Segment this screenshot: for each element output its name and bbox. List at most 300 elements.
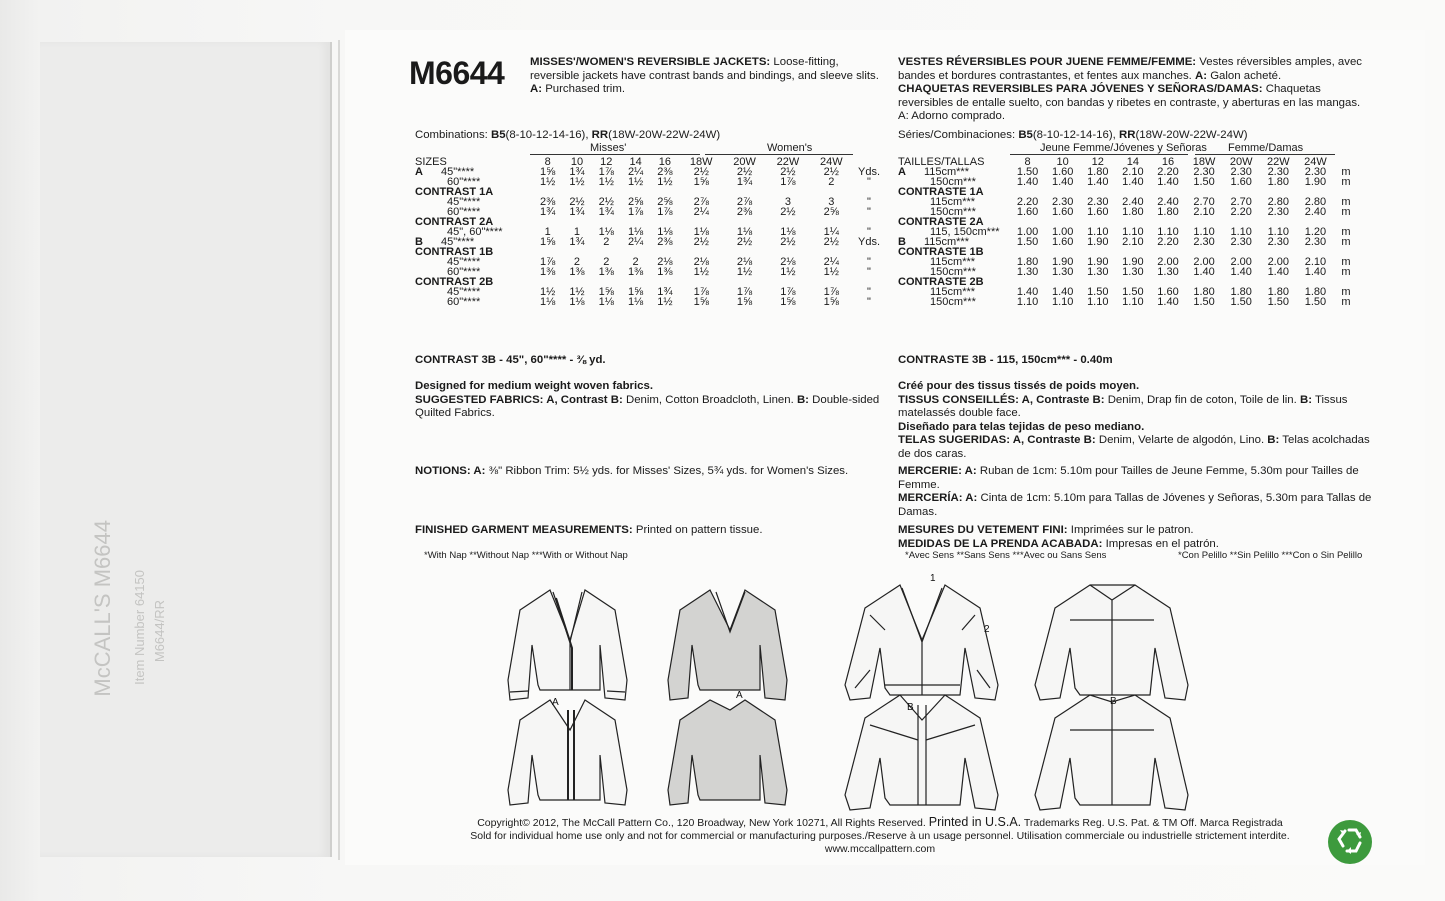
fr-unit: m [1341,206,1351,218]
en-desc-4: trim. [602,83,625,95]
en-unit: Yds. [857,166,880,178]
fr-unit: m [1341,296,1351,308]
fr-combo-b5: B5 [1018,129,1033,141]
en-unit: " [867,256,871,268]
fr-cell: 2.30 [1193,236,1215,248]
fr-row-width: 115cm*** [923,166,969,178]
en-cell: 2⅛ [780,256,796,268]
en-size-header: 24W [819,156,843,168]
fr-row-width: 150cm*** [930,176,976,188]
en-row-width: 45", 60"**** [447,226,503,238]
en-cell: 1½ [780,266,796,278]
en-cell: 2½ [823,166,839,178]
sketch-a-front-2 [508,700,627,805]
en-cell: 1¾ [598,206,614,218]
es-medidas-label: MEDIDAS DE LA PRENDA ACABADA: [898,537,1103,550]
en-cell: 2⅛ [657,256,673,268]
flap-brand: McCALL'S M6644 [90,520,115,697]
en-cell: 1⅝ [540,236,556,248]
en-row-view: CONTRAST 1A [415,186,494,198]
fr-cell: 1.80 [1304,286,1327,298]
en-cell: 1 [544,226,551,238]
fr-cell: 2.30 [1087,196,1109,208]
en-cell: 1½ [569,286,585,298]
en-cell: 1½ [823,266,839,278]
en-cell: 1¾ [540,206,556,218]
footer-trademarks: Trademarks Reg. U.S. Pat. & TM Off. Marca Registrada [1023,817,1283,829]
fr-cell: 1.40 [1051,176,1074,188]
en-cell: 1⅞ [540,256,556,268]
english-description [530,56,888,97]
en-cell: 1⅛ [598,226,614,238]
sketch-label-a2: A [736,690,743,701]
en-cell: 2⅛ [736,256,753,268]
fr-row-view: CONTRASTE 2A [898,216,984,228]
fr-cell: 1.40 [1267,266,1289,278]
en-row-view: B [415,236,423,248]
fr-jeune-header: Jeune Femme/Jóvenes y Señoras [1040,142,1207,154]
en-cell: 1⅞ [627,206,644,218]
en-combo-b5: B5 [490,129,506,141]
en-cell: 2⅞ [736,196,753,208]
fr-cell: 1.10 [1051,296,1074,308]
en-cell: 1⅜ [657,266,673,278]
fr-size-header: 16 [1161,156,1175,168]
fr-desc-2: bandes et bordures contrastantes, et fentes aux manches. [898,69,1192,82]
en-cell: 1½ [736,266,753,278]
en-womens-rule [705,154,853,155]
footer-copyright: Copyright© 2012, The McCall Pattern Co., 120 Broadway, New York 10271, All Rights Reserved. [477,817,926,829]
fr-cell: 1.60 [1051,236,1074,248]
fr-cell: 1.50 [1122,286,1144,298]
en-cell: 2½ [780,166,796,178]
fr-combinations [898,129,1248,143]
en-suggested-text: Denim, Cotton Broadcloth, Linen. [625,393,794,406]
fr-cell: 1.60 [1051,166,1074,178]
fr-size-header: 18W [1192,156,1216,168]
fr-cell: 2.10 [1193,206,1215,218]
en-cell: 1½ [627,176,644,188]
fr-cell: 1.40 [1230,266,1252,278]
fr-cell: 2.10 [1304,256,1327,268]
en-cell: 2⅜ [657,166,673,178]
en-b-text-2: Quilted Fabrics. [415,407,495,419]
fold-line [338,40,340,860]
en-cell: 1⅜ [540,266,556,278]
en-row-width: 45"**** [447,286,481,298]
fr-metrage-table [898,157,1358,307]
en-cell: 1⅝ [736,296,753,308]
en-row-view: CONTRAST 1B [415,246,494,258]
fr-unit: m [1341,256,1351,268]
fr-cell: 2.00 [1267,256,1289,268]
en-cell: 1⅞ [598,166,614,178]
en-cell: 1⅞ [736,286,753,298]
es-medidas-text: Impresas en el patrón. [1105,537,1219,550]
sketch-b-front-1 [845,585,998,700]
en-row-width: 60"**** [447,266,481,278]
fr-cell: 1.80 [1230,286,1252,298]
jacket-sketches [490,570,1320,820]
footer-url: www.mccallpattern.com [824,843,936,855]
en-table-row [415,287,885,297]
en-cell: 1½ [540,176,556,188]
fr-cell: 1.90 [1087,256,1109,268]
en-designed: Designed for medium weight woven fabrics. [415,380,653,392]
en-cell: 1½ [693,266,709,278]
en-row-view: A [415,166,423,178]
es-desc-2: reversibles de entalle suelto, con bandas y ribetes en contraste, y aberturas en las mangas. [898,96,1361,109]
fr-tissus-b: B: [1299,393,1313,406]
fr-cell: 1.50 [1087,286,1109,298]
fr-unit: m [1341,226,1351,238]
en-cell: 1⅛ [627,226,644,238]
sketch-b-back-2 [1035,695,1188,810]
fr-cell: 1.90 [1087,236,1109,248]
fr-combinations-label: Séries/Combinaciones: [898,129,1016,141]
fr-sizes-label: TAILLES/TALLAS [898,156,985,168]
fr-cell: 1.80 [1193,286,1215,298]
en-notions-label: NOTIONS: A: [415,465,486,477]
en-unit: " [867,226,871,238]
fr-title: VESTES RÉVERSIBLES POUR JUENE FEMME/FEMME: [898,56,1197,68]
en-cell: 3 [828,196,835,208]
fr-cell: 1.40 [1016,286,1039,298]
en-table-row [415,277,885,287]
en-cell: 2½ [736,166,753,178]
fr-cell: 2.30 [1304,236,1327,248]
fr-cell: 2.30 [1051,196,1074,208]
fr-mesures-text: Imprimées sur le patron. [1070,524,1194,536]
fr-unit: m [1341,286,1351,298]
fr-size-header: 20W [1229,156,1253,168]
en-cell: 2⅝ [627,196,644,208]
en-desc-3: Purchased [545,83,600,95]
en-desc-1: Loose-fitting, reversible [530,56,839,82]
en-sizes-label: SIZES [415,156,447,168]
fr-cell: 2.10 [1122,166,1144,178]
fr-row-view: CONTRASTE 2B [898,276,984,288]
en-cell: 2½ [780,206,796,218]
fr-cell: 1.20 [1304,226,1327,238]
fr-cell: 1.40 [1304,266,1327,278]
es-disenado: Diseñado para telas tejidas de peso mediano. [898,420,1145,433]
fr-cell: 1.80 [1267,286,1289,298]
en-cell: 1⅛ [569,296,585,308]
en-table-row [415,227,885,237]
footer-sold: Sold for individual home use only and not for commercial or manufacturing purposes./Reserve à un usage personnel. Utilisation commerciale ou industrielle strictement interdite. [470,830,1290,842]
fr-cell: 1.50 [1193,296,1215,308]
en-table-row [415,187,885,197]
fr-cell: 1.60 [1087,206,1109,218]
fr-cell: 1.30 [1016,266,1039,278]
en-unit: " [867,286,871,298]
en-cell: 1⅛ [780,226,796,238]
flap-item: Item Number 64150 [132,570,147,685]
en-cell: 1⅞ [657,206,673,218]
en-cell: 2⅛ [693,256,709,268]
fr-cell: 2.30 [1267,206,1289,218]
fr-combo-b5-sizes: (8-10-12-14-16), [1032,129,1116,141]
fr-row-width: 115, 150cm*** [930,226,1000,238]
fr-row-width: 115cm*** [930,196,976,208]
fr-desc-a: A: [1194,69,1208,82]
sketch-a-back-1 [668,590,787,700]
fr-tissus-b-text: Tissus [1314,393,1348,406]
fr-cell: 1.10 [1230,226,1252,238]
fr-mercerie-text: Ruban de 1cm: 5.10m pour Tailles de Jeune Femme, 5.30m pour Tailles de [979,465,1359,477]
en-sizes-row [415,157,885,167]
fr-cell: 2.20 [1157,166,1179,178]
flap-bleedthrough [70,80,300,840]
en-cell: 2⅝ [823,206,839,218]
sketch-b-back-1 [1035,585,1188,700]
en-row-width: 45"**** [447,256,481,268]
en-size-header: 22W [776,156,800,168]
es-merceria-text-2: Damas. [898,505,938,518]
es-merceria-label: MERCERÍA: A: [898,492,978,504]
fr-size-header: 10 [1056,156,1069,168]
en-cell: 1⅝ [693,296,709,308]
en-cell: 2⅜ [736,206,753,218]
fr-cell: 1.10 [1122,226,1144,238]
fr-mesures-label: MESURES DU VETEMENT FINI: [898,524,1068,536]
fr-cell: 1.50 [1230,296,1252,308]
recycle-icon [1328,820,1372,864]
en-finished [415,524,763,538]
en-cell: 1½ [569,176,585,188]
fr-cell: 1.10 [1087,226,1109,238]
es-desc: Chaquetas [1265,83,1321,95]
fr-cell: 2.20 [1157,236,1179,248]
en-cell: 2½ [780,236,796,248]
en-cell: 1⅛ [598,296,614,308]
footer [440,816,1320,856]
sketch-label-b2: B [1110,696,1117,707]
nap-key-fr: *Avec Sens **Sans Sens ***Avec ou Sans Sens [905,550,1107,561]
fr-cell: 1.40 [1157,176,1179,188]
en-cell: 1¾ [657,286,673,298]
sketch-a-front-1 [508,590,627,700]
french-description [898,56,1376,124]
es-telas-text: Denim, Velarte de algodón, Lino. [1098,434,1265,446]
en-size-header: 8 [544,156,551,168]
en-row-width: 60"**** [447,296,481,308]
fr-row-width: 115cm*** [930,286,976,298]
en-cell: 1⅝ [823,296,839,308]
en-unit: " [867,196,871,208]
fr-size-header: 14 [1126,156,1139,168]
fr-cell: 2.20 [1230,206,1252,218]
pattern-number: M6644 [409,55,505,91]
en-cell: 1⅞ [823,286,839,298]
en-row-width: 60"**** [447,176,481,188]
en-row-width: 45"**** [440,236,475,248]
fr-cell: 2.00 [1230,256,1252,268]
fr-cell: 1.90 [1051,256,1074,268]
en-cell: 1½ [540,286,556,298]
fr-row-view: B [898,236,906,248]
en-cell: 1⅞ [780,286,796,298]
fr-combo-rr-sizes: (18W-20W-22W-24W) [1135,129,1248,141]
fr-cell: 1.40 [1157,296,1179,308]
en-cell: 1¾ [569,236,585,248]
fr-cree: Créé pour des tissus tissés de poids moyen. [898,380,1140,392]
fr-cell: 1.10 [1087,296,1109,308]
en-cell: 2 [828,176,835,188]
en-cell: 1⅜ [598,266,614,278]
sketch-b-front-2 [845,695,998,810]
en-row-label [415,297,533,307]
en-size-header: 16 [658,156,672,168]
fr-cell: 1.30 [1051,266,1074,278]
fr-row-view: CONTRASTE 1A [898,186,984,198]
en-cell: 1⅝ [540,166,556,178]
en-cell: 1⅜ [569,266,585,278]
fr-cell: 2.40 [1122,196,1144,208]
fr-tissus-label: TISSUS CONSEILLÉS: A, Contraste B: [898,393,1105,406]
en-cell: 2½ [823,236,839,248]
en-unit: Yds. [857,236,880,248]
en-cell: 1½ [657,296,673,308]
fr-cell: 1.50 [1304,296,1327,308]
fr-cell: 2.40 [1157,196,1179,208]
fr-cell: 1.90 [1122,256,1144,268]
es-telas-label: TELAS SUGERIDAS: A, Contraste B: [898,434,1096,446]
en-cell: 2 [603,256,610,268]
fr-cell: 2.30 [1267,236,1289,248]
en-cell: 2¼ [627,236,644,248]
fr-cell: 1.30 [1157,266,1179,278]
fr-cell: 1.50 [1016,236,1039,248]
fr-cell: 1.00 [1051,226,1074,238]
sketch-a-back-2 [668,700,787,805]
en-cell: 1 [573,226,581,238]
fr-cell: 1.60 [1016,206,1039,218]
en-size-header: 14 [629,156,642,168]
en-cell: 2 [632,256,639,268]
fr-cell: 2.80 [1304,196,1327,208]
en-combo-rr: RR [591,129,609,141]
en-cell: 2⅞ [693,196,709,208]
en-cell: 1½ [657,176,673,188]
en-row-view: CONTRAST 2B [415,276,494,288]
en-cell: 1⅝ [780,296,796,308]
en-table-row [415,247,885,257]
en-b-label: B: [796,393,809,406]
nap-key-es: *Con Pelillo **Sin Pelillo ***Con o Sin Pelillo [1178,550,1363,561]
en-unit: " [867,206,871,218]
en-row-width: 45"**** [447,196,481,208]
fr-cell: 2.70 [1193,196,1215,208]
en-desc-a: A: [530,83,543,95]
en-cell: 1⅞ [780,176,796,188]
en-finished-label: FINISHED GARMENT MEASUREMENTS: [415,524,633,536]
en-cell: 2¼ [823,256,839,268]
en-table-row [415,297,885,307]
fr-row-view: CONTRASTE 1B [898,246,984,258]
fr-cell: 1.60 [1230,176,1252,188]
es-desc-3: A: Adorno comprado. [898,110,1006,122]
en-cell: 2½ [598,196,614,208]
en-cell: 2¼ [693,206,709,218]
fr-cell: 1.80 [1016,256,1039,268]
fr-cell: 1.80 [1157,206,1179,218]
en-cell: 1⅛ [736,226,753,238]
fr-cell: 2.30 [1230,236,1252,248]
en-cell: 1⅝ [627,286,644,298]
fr-cell: 2.70 [1230,196,1252,208]
fr-size-header: 12 [1091,156,1104,168]
fr-notions [898,465,1376,519]
en-cell: 2½ [693,236,709,248]
fr-cell: 1.60 [1051,206,1074,218]
en-combinations [415,129,720,143]
en-row-width: 45"**** [440,166,475,178]
fr-desc-3: Galon acheté. [1210,69,1282,82]
fr-cell: 2.40 [1304,206,1327,218]
en-misses-header: Misses' [590,142,627,154]
en-cell: 1⅝ [598,286,614,298]
fr-cell: 1.80 [1122,206,1144,218]
sketch-label-a1: A [552,697,559,708]
fr-cell: 1.00 [1016,226,1039,238]
fr-cell: 1.40 [1016,176,1039,188]
en-cell: 2 [603,236,610,248]
en-cell: 1¾ [569,166,585,178]
fr-cell: 1.80 [1087,166,1109,178]
sketch-label-b1: B [907,702,914,713]
fr-cell: 1.10 [1157,226,1179,238]
en-unit: " [867,176,871,188]
fr-cell: 1.80 [1267,176,1289,188]
en-cell: 2½ [736,236,753,248]
en-cell: 2 [573,256,581,268]
en-cell: 1¼ [823,226,839,238]
en-cell: 2½ [569,196,585,208]
es-title: CHAQUETAS REVERSIBLES PARA JÓVENES Y SEÑORAS/DAMAS: [898,83,1263,95]
fr-mercerie-text-2: Femme. [898,478,940,491]
fr-finished [898,524,1219,551]
fr-cell: 1.30 [1087,266,1109,278]
sketch-num-2: 2 [984,624,990,635]
fr-fabrics [898,380,1376,461]
fr-unit: m [1341,176,1351,188]
en-combo-rr-sizes: (18W-20W-22W-24W) [608,129,721,141]
fr-cell: 2.00 [1193,256,1215,268]
en-size-header: 18W [689,156,713,168]
en-cell: 1⅛ [627,296,644,308]
fr-cell: 1.10 [1267,226,1289,238]
en-contrast-3b: CONTRAST 3B - 45", 60"**** - ⅜ yd. [415,354,606,366]
fr-cell: 1.50 [1016,166,1039,178]
fr-cell: 2.30 [1230,166,1252,178]
en-size-header: 12 [600,156,613,168]
en-title: MISSES'/WOMEN'S REVERSIBLE JACKETS: [530,56,771,68]
fr-femme-header: Femme/Damas [1228,142,1304,154]
en-cell: 1½ [598,176,614,188]
en-suggested-label: SUGGESTED FABRICS: A, Contrast B: [415,393,623,406]
en-row-view: CONTRAST 2A [415,216,494,228]
fr-cell: 1.10 [1193,226,1215,238]
fr-unit: m [1341,196,1351,208]
fr-cell: 1.40 [1193,266,1215,278]
flap-code: M6644/RR [152,600,167,663]
fr-table-row [898,297,1358,307]
fr-cell: 1.60 [1157,286,1179,298]
fr-cell: 2.00 [1157,256,1179,268]
nap-key-en: *With Nap **Without Nap ***With or Without Nap [424,550,628,561]
